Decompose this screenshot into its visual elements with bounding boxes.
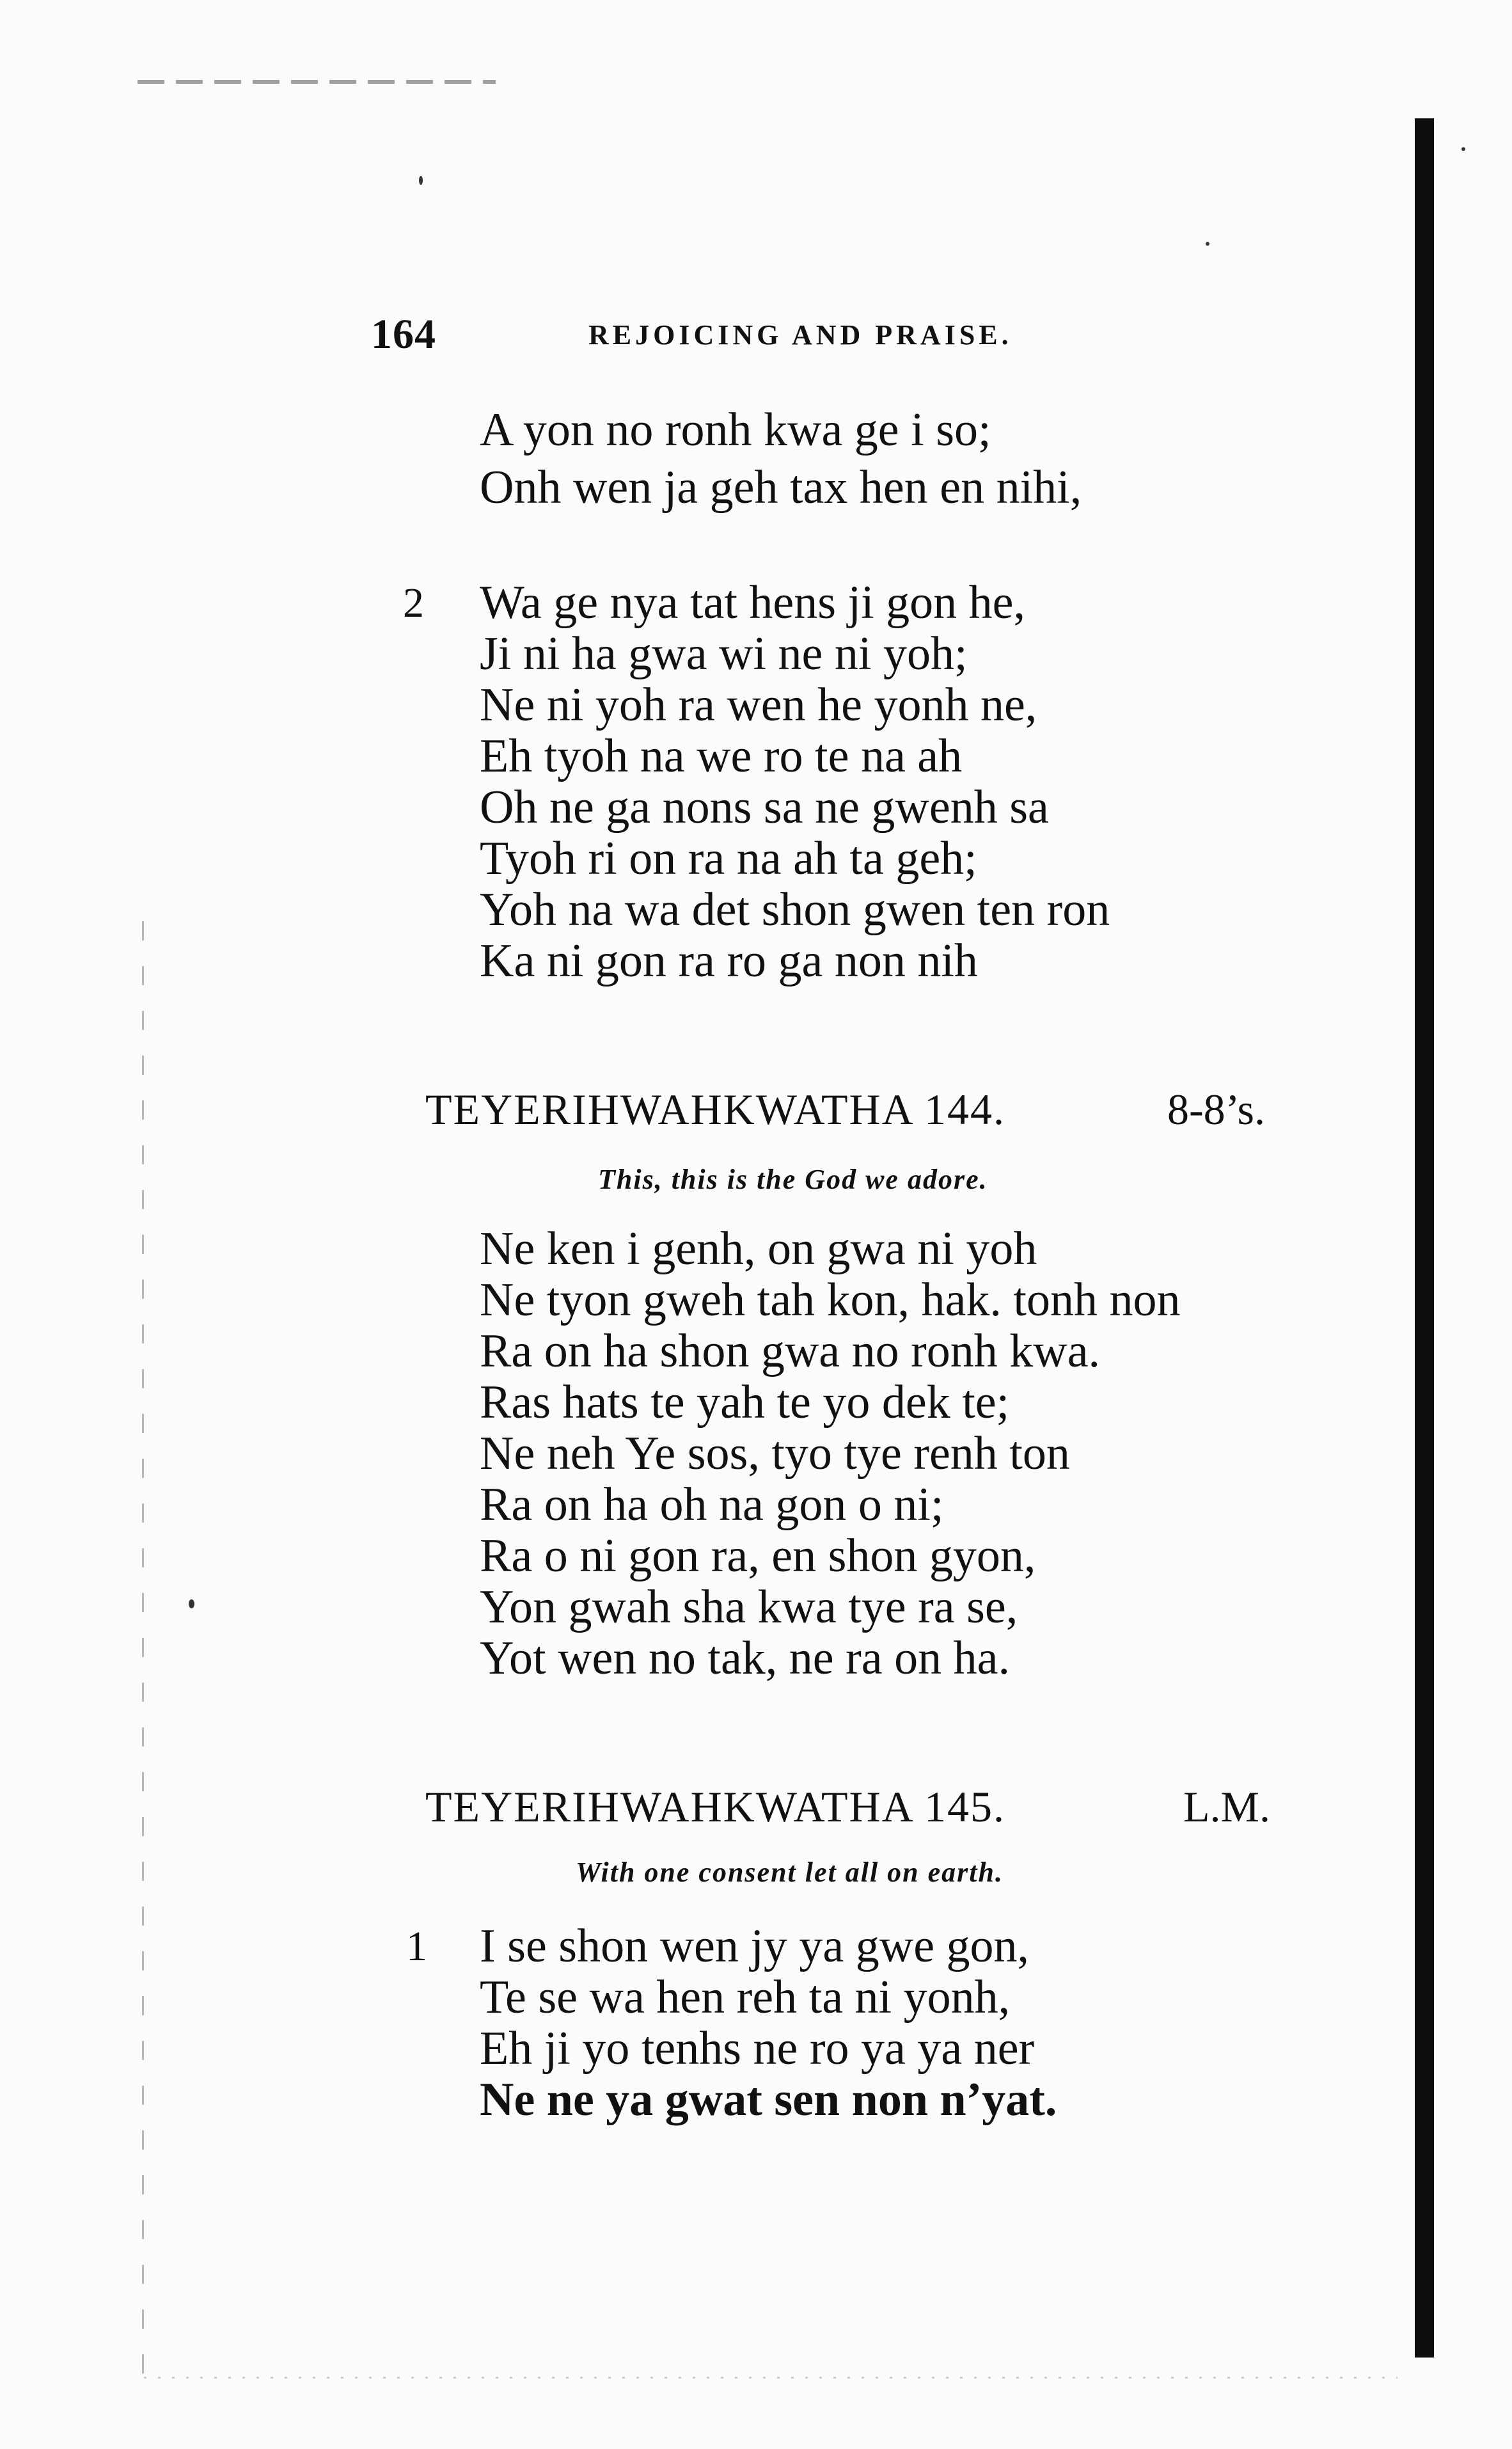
verse-number: 2: [403, 580, 424, 626]
hymn-meter: 8-8’s.: [1167, 1085, 1265, 1134]
hymn-line: Eh tyoh na we ro te na ah: [480, 730, 963, 782]
hymn-line: Ka ni gon ra ro ga non nih: [480, 935, 978, 987]
hymn-line: Yot wen no tak, ne ra on ha.: [480, 1632, 1010, 1684]
hymn-line: Oh ne ga nons sa ne gwenh sa: [480, 781, 1049, 834]
scan-speck: [189, 1599, 194, 1608]
hymn-line: Yoh na wa det shon gwen ten ron: [480, 884, 1110, 936]
hymn-line: Tyoh ri on ra na ah ta geh;: [480, 832, 977, 885]
scan-speck: [1206, 242, 1209, 246]
scan-edge-dashes: [138, 80, 496, 84]
hymn-line: Ra on ha oh na gon o ni;: [480, 1478, 944, 1531]
verse-number: 1: [406, 1923, 427, 1970]
hymn-line: Ji ni ha gwa wi ne ni yoh;: [480, 628, 968, 680]
hymn-line: Ne ni yoh ra wen he yonh ne,: [480, 679, 1037, 731]
hymn-first-line: With one consent let all on earth.: [576, 1857, 1004, 1888]
hymn-title: TEYERIHWAHKWATHA 144.: [425, 1085, 1006, 1134]
hymn-line: Yon gwah sha kwa tye ra se,: [480, 1581, 1018, 1633]
hymn-line: A yon no ronh kwa ge i so;: [480, 404, 991, 456]
hymn-line: Ras hats te yah te yo dek te;: [480, 1376, 1010, 1429]
hymn-line: Ne ne ya gwat sen non n’yat.: [480, 2073, 1057, 2126]
scan-speck: [419, 176, 423, 185]
hymn-first-line: This, this is the God we adore.: [598, 1164, 988, 1195]
hymn-line: Eh ji yo tenhs ne ro ya ya ner: [480, 2022, 1035, 2075]
scan-speck: [1461, 147, 1465, 151]
hymn-line: I se shon wen jy ya gwe gon,: [480, 1920, 1030, 1972]
scan-bottom-dots: [144, 2377, 1398, 2379]
page-number: 164: [371, 311, 436, 358]
hymn-line: Te se wa hen reh ta ni yonh,: [480, 1971, 1011, 2024]
hymn-line: Ra o ni gon ra, en shon gyon,: [480, 1530, 1036, 1582]
hymn-title: TEYERIHWAHKWATHA 145.: [425, 1782, 1006, 1831]
running-head: REJOICING AND PRAISE.: [588, 319, 1012, 351]
hymn-line: Wa ge nya tat hens ji gon he,: [480, 576, 1026, 629]
hymn-line: Ne tyon gweh tah kon, hak. tonh non: [480, 1274, 1181, 1326]
hymn-meter: L.M.: [1183, 1782, 1270, 1831]
scan-binding-shadow: [1415, 118, 1434, 2358]
hymn-line: Ne neh Ye sos, tyo tye renh ton: [480, 1427, 1070, 1480]
scan-margin-line: [142, 921, 144, 2380]
hymn-line: Onh wen ja geh tax hen en nihi,: [480, 461, 1082, 514]
hymn-line: Ne ken i genh, on gwa ni yoh: [480, 1223, 1037, 1275]
hymn-line: Ra on ha shon gwa no ronh kwa.: [480, 1325, 1101, 1377]
